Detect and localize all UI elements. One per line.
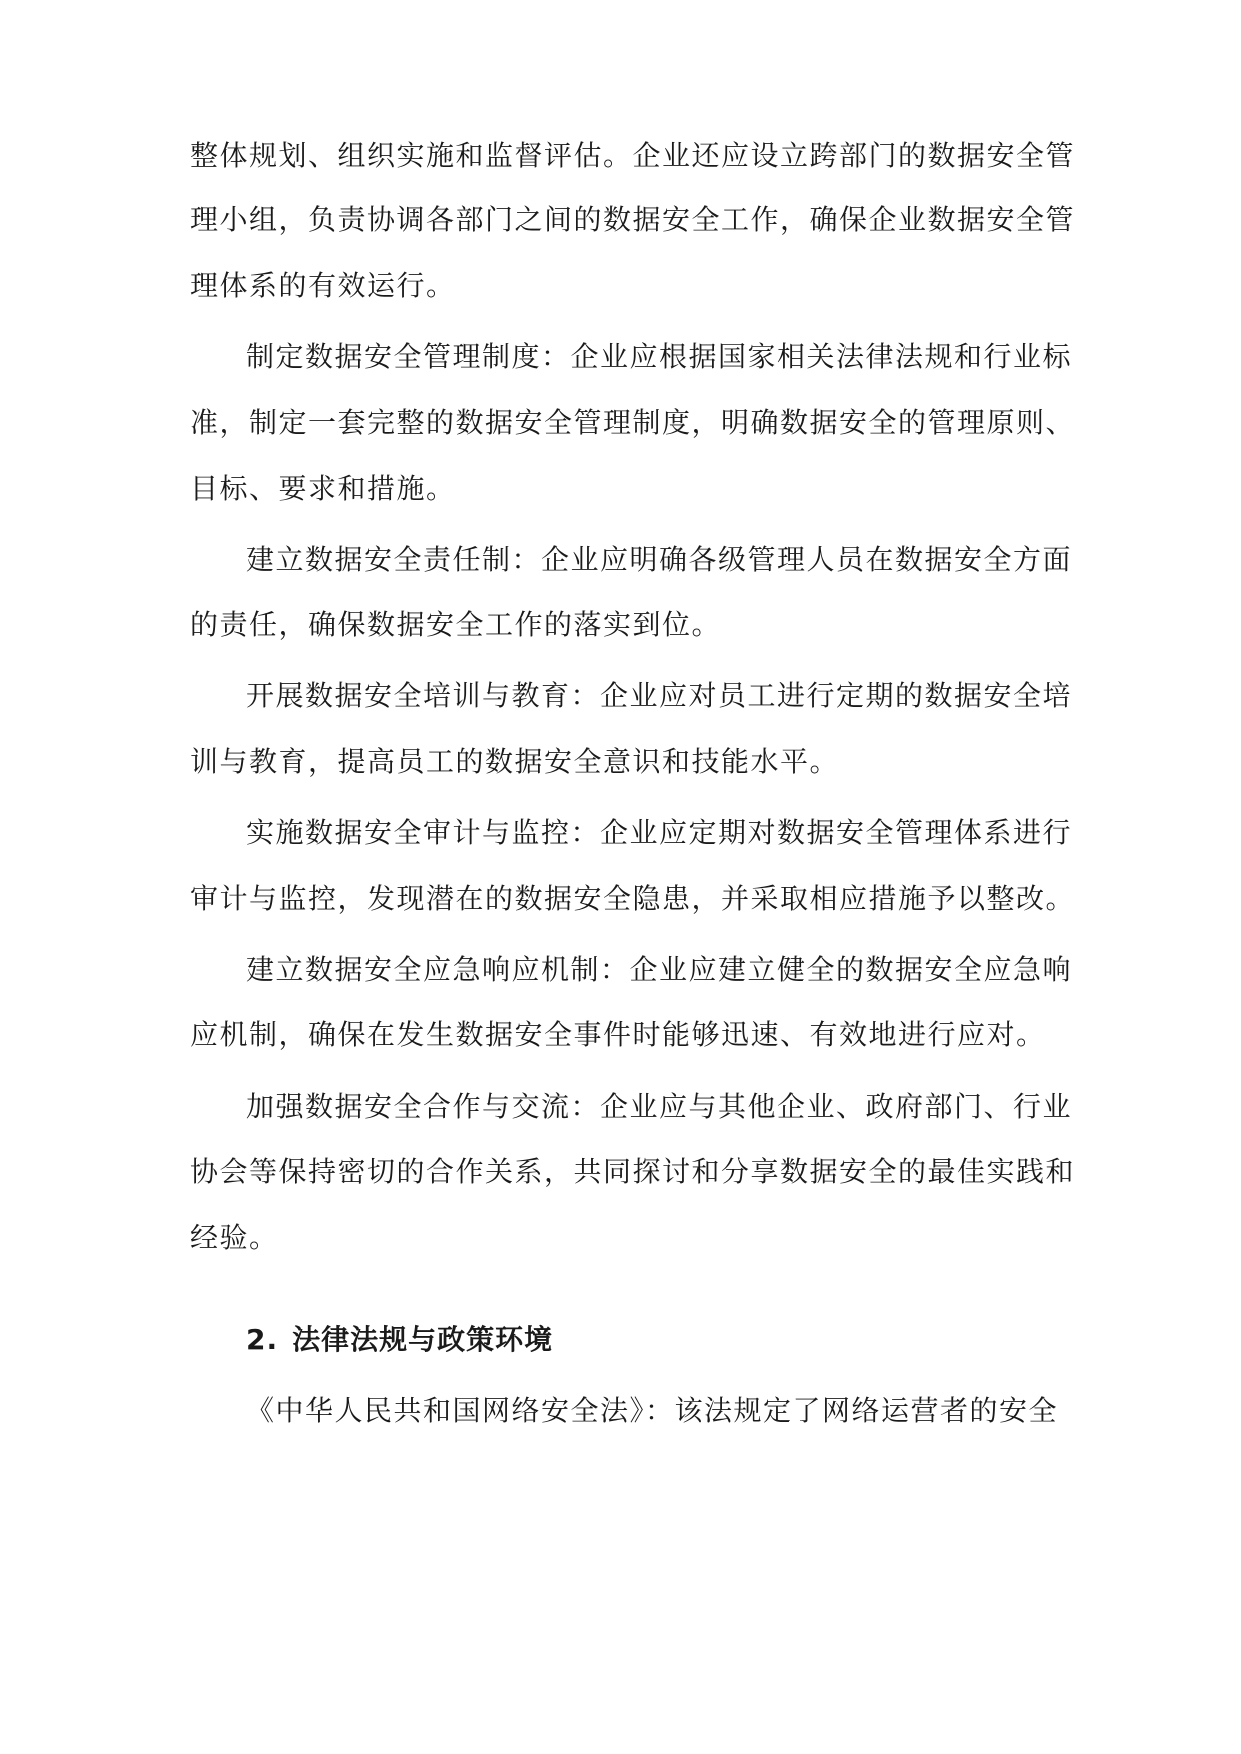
paragraph-line: 经验。	[190, 1221, 279, 1254]
section-number: 2.	[246, 1323, 279, 1356]
paragraph-line: 实施数据安全审计与监控：企业应定期对数据安全管理体系进行	[246, 816, 1073, 849]
paragraph-line: 训与教育，提高员工的数据安全意识和技能水平。	[190, 745, 840, 778]
section-heading	[246, 1320, 553, 1360]
paragraph-line: 建立数据安全责任制：企业应明确各级管理人员在数据安全方面	[246, 543, 1073, 576]
paragraph-line: 《中华人民共和国网络安全法》：该法规定了网络运营者的安全	[246, 1394, 1059, 1427]
paragraph-line: 审计与监控，发现潜在的数据安全隐患，并采取相应措施予以整改。	[190, 882, 1076, 915]
paragraph-line: 准，制定一套完整的数据安全管理制度，明确数据安全的管理原则、	[190, 406, 1076, 439]
paragraph-line: 目标、要求和措施。	[190, 472, 456, 505]
paragraph-line: 协会等保持密切的合作关系，共同探讨和分享数据安全的最佳实践和	[190, 1155, 1076, 1188]
paragraph-line: 应机制，确保在发生数据安全事件时能够迅速、有效地进行应对。	[190, 1018, 1046, 1051]
section-title: 法律法规与政策环境	[292, 1323, 554, 1356]
paragraph-line: 制定数据安全管理制度：企业应根据国家相关法律法规和行业标	[246, 340, 1073, 373]
paragraph-line: 加强数据安全合作与交流：企业应与其他企业、政府部门、行业	[246, 1090, 1073, 1123]
paragraph-line: 理小组，负责协调各部门之间的数据安全工作，确保企业数据安全管	[190, 203, 1076, 236]
paragraph-line: 理体系的有效运行。	[190, 269, 456, 302]
paragraph-line: 建立数据安全应急响应机制：企业应建立健全的数据安全应急响	[246, 953, 1073, 986]
paragraph-line: 的责任，确保数据安全工作的落实到位。	[190, 608, 722, 641]
paragraph-line: 开展数据安全培训与教育：企业应对员工进行定期的数据安全培	[246, 679, 1073, 712]
paragraph-line: 整体规划、组织实施和监督评估。企业还应设立跨部门的数据安全管	[190, 139, 1076, 172]
